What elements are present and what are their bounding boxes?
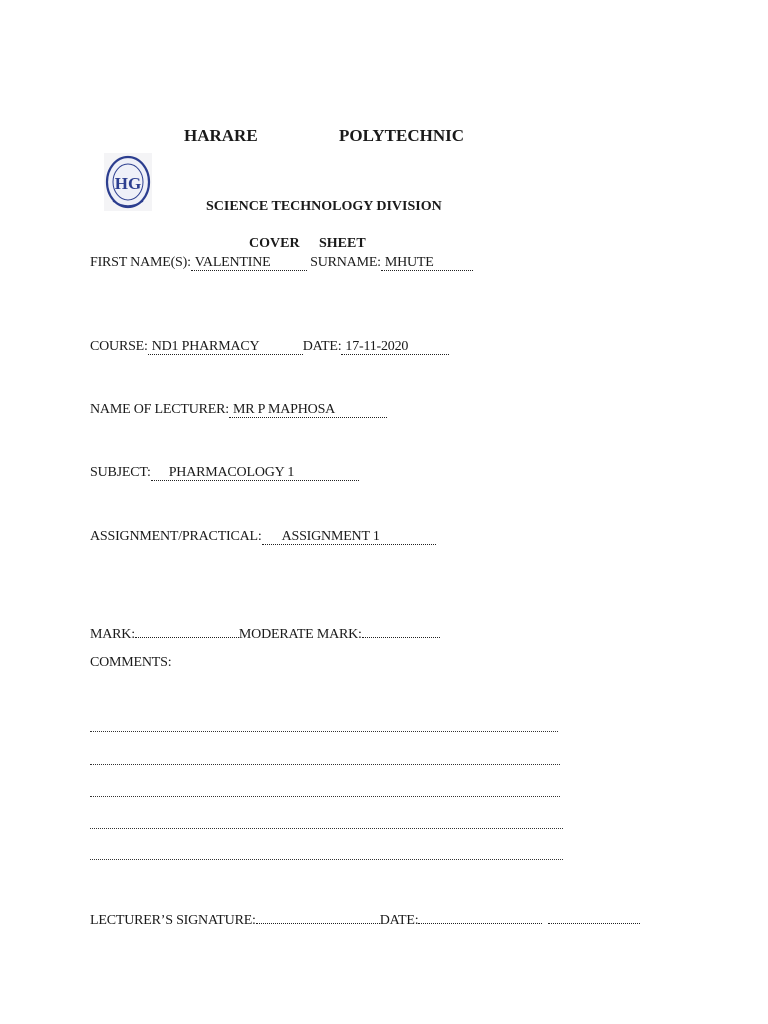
lecturer-label: NAME OF LECTURER: [90, 402, 229, 417]
assignment-field[interactable]: ASSIGNMENT 1 [262, 530, 436, 545]
comment-line[interactable] [90, 731, 558, 732]
subject-label: SUBJECT: [90, 465, 151, 480]
comment-line[interactable] [90, 859, 563, 860]
lecturer-field[interactable]: MR P MAPHOSA [229, 403, 387, 418]
comments-label: COMMENTS: [90, 655, 172, 670]
comment-line[interactable] [90, 828, 563, 829]
assignment-label: ASSIGNMENT/PRACTICAL: [90, 529, 262, 544]
first-name-label: FIRST NAME(S): [90, 255, 191, 270]
surname-field[interactable]: MHUTE [381, 256, 473, 271]
moderate-mark-field[interactable] [362, 623, 440, 638]
course-row [90, 339, 449, 355]
course-label: COURSE: [90, 339, 148, 354]
mark-label: MARK: [90, 627, 135, 642]
signature-date-field[interactable] [418, 909, 542, 924]
date-label: DATE: [302, 339, 342, 354]
comment-line[interactable] [90, 764, 560, 765]
crest-text: HG [114, 174, 142, 193]
institution-name-left: HARARE [184, 126, 258, 145]
mark-field[interactable] [135, 623, 239, 638]
division-title: SCIENCE TECHNOLOGY DIVISION [206, 199, 442, 214]
signature-date-label: DATE: [379, 913, 419, 928]
sheet-title-sheet: SHEET [319, 236, 366, 251]
comment-line[interactable] [90, 796, 560, 797]
course-field[interactable]: ND1 PHARMACY [148, 340, 303, 355]
moderate-mark-label: MODERATE MARK: [238, 627, 362, 642]
college-crest-icon [104, 153, 152, 211]
signature-label: LECTURER’S SIGNATURE: [90, 913, 256, 928]
signature-row [90, 909, 640, 929]
sheet-title-cover: COVER [249, 236, 300, 251]
signature-field[interactable] [256, 909, 380, 924]
name-row [90, 255, 473, 271]
surname-label: SURNAME: [310, 255, 381, 270]
lecturer-row [90, 402, 387, 418]
institution-name-right: POLYTECHNIC [339, 126, 465, 145]
assignment-row [90, 529, 436, 545]
signature-date-extra-field[interactable] [548, 909, 640, 924]
mark-row [90, 623, 440, 643]
subject-row [90, 465, 359, 481]
first-name-field[interactable]: VALENTINE [191, 256, 307, 271]
subject-field[interactable]: PHARMACOLOGY 1 [151, 466, 359, 481]
date-field[interactable]: 17-11-2020 [341, 340, 449, 355]
